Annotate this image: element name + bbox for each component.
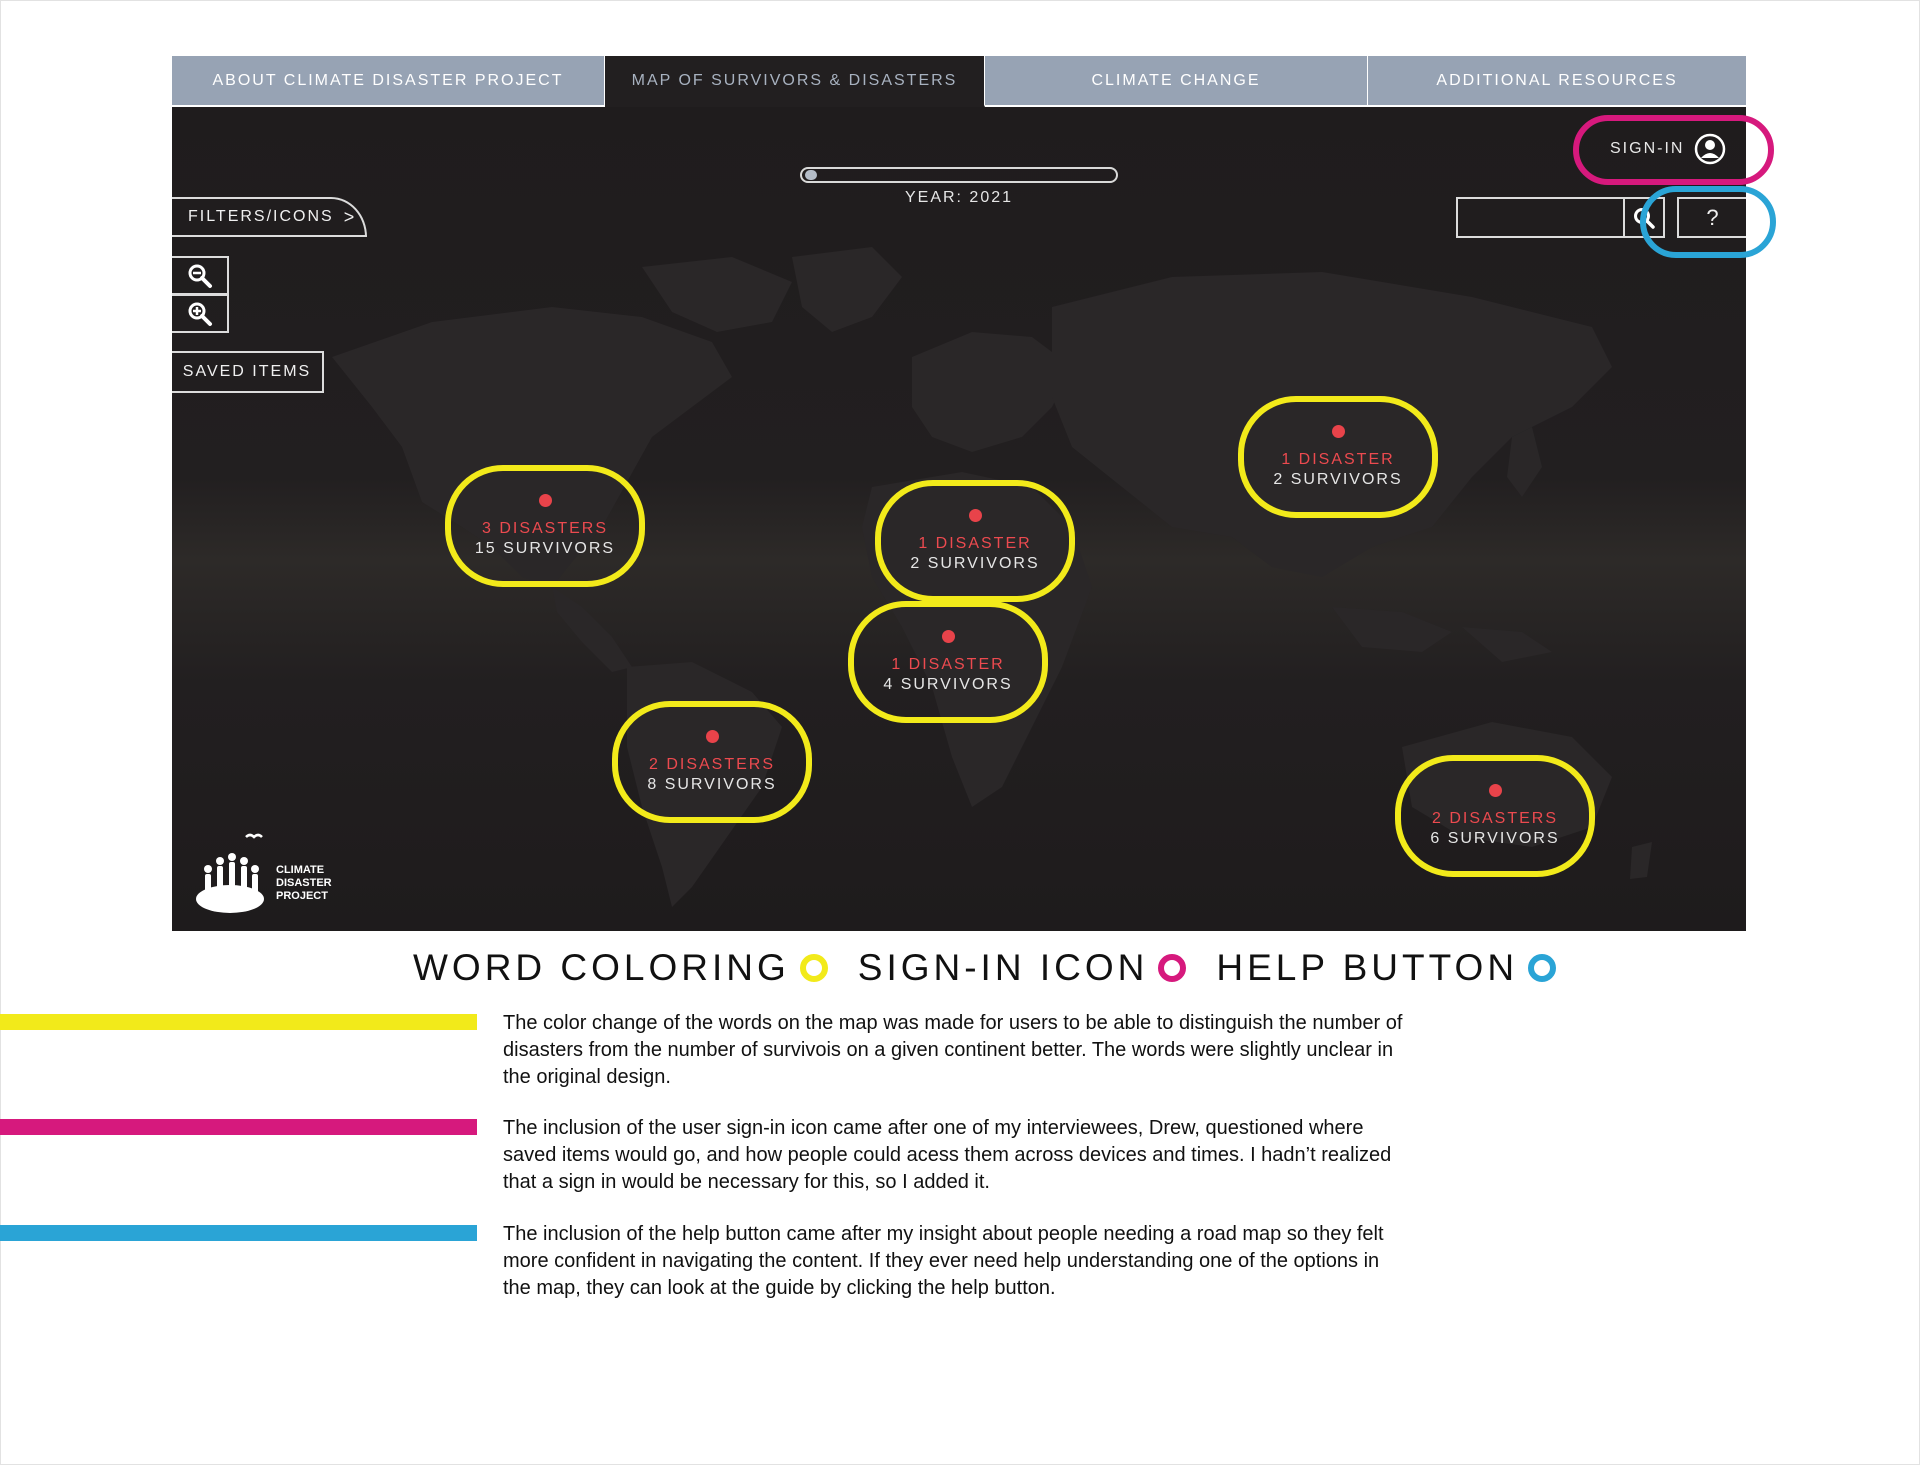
marker-disasters: 1 DISASTER	[918, 534, 1032, 552]
location-dot-icon	[1489, 784, 1502, 797]
marker-disasters: 1 DISASTER	[1281, 450, 1395, 468]
chevron-right-icon: >	[343, 206, 357, 227]
map-marker-australia[interactable]	[1395, 755, 1595, 877]
sign-in-highlight-ring	[1573, 115, 1774, 185]
pink-circle-icon	[1158, 954, 1186, 982]
marker-disasters: 2 DISASTERS	[648, 755, 776, 773]
marker-disasters: 2 DISASTERS	[1431, 809, 1559, 827]
pink-stripe	[0, 1119, 477, 1135]
location-dot-icon	[1332, 425, 1345, 438]
zoom-in-button[interactable]	[172, 294, 229, 333]
map-marker-europe[interactable]	[875, 480, 1075, 602]
filters-label: FILTERS/ICONS	[188, 208, 334, 225]
tab-about[interactable]: ABOUT CLIMATE DISASTER PROJECT	[172, 56, 605, 107]
location-dot-icon	[942, 630, 955, 643]
marker-survivors: 2 SURVIVORS	[910, 554, 1040, 572]
map-marker-africa[interactable]	[848, 601, 1048, 723]
climate-disaster-project-logo	[194, 831, 332, 915]
tab-climate-change[interactable]: CLIMATE CHANGE	[985, 56, 1368, 107]
blue-circle-icon	[1528, 954, 1556, 982]
filters-icons-button[interactable]	[172, 197, 367, 237]
search-input[interactable]	[1456, 197, 1624, 238]
note-word-coloring: The color change of the words on the map was made for users to be able to distinguish the number of disasters from the number of survivois on a given continent better. The words were slightly unclear in the original design.	[503, 1012, 1403, 1088]
map-marker-asia[interactable]	[1238, 396, 1438, 518]
tab-additional-resources[interactable]: ADDITIONAL RESOURCES	[1368, 56, 1746, 107]
yellow-stripe	[0, 1014, 477, 1030]
year-slider-handle[interactable]	[805, 170, 817, 180]
note-help-button: The inclusion of the help button came after my insight about people needing a road map so they felt more confident in navigating the content. If they ever need help understanding one of the options in the map, they can look at the guide by clicking the help button.	[503, 1223, 1384, 1299]
legend-word-coloring: WORD COLORING	[413, 947, 858, 989]
nav-tabs	[172, 56, 1746, 107]
map-marker-north-america[interactable]	[445, 465, 645, 587]
year-slider[interactable]	[800, 167, 1118, 183]
blue-stripe	[0, 1225, 477, 1241]
yellow-circle-icon	[800, 954, 828, 982]
tab-map[interactable]: MAP OF SURVIVORS & DISASTERS	[605, 56, 985, 107]
marker-survivors: 15 SURVIVORS	[474, 539, 616, 557]
zoom-in-icon	[187, 301, 213, 327]
sign-in-label: SIGN-IN	[1610, 140, 1685, 157]
logo-icon	[194, 831, 270, 915]
zoom-out-button[interactable]	[172, 256, 229, 295]
zoom-out-icon	[187, 263, 213, 289]
location-dot-icon	[539, 494, 552, 507]
location-dot-icon	[706, 730, 719, 743]
location-dot-icon	[969, 509, 982, 522]
year-label: YEAR: 2021	[904, 189, 1014, 206]
map-marker-south-america[interactable]	[612, 701, 812, 823]
marker-survivors: 4 SURVIVORS	[883, 675, 1013, 693]
marker-survivors: 8 SURVIVORS	[647, 775, 777, 793]
help-button[interactable]: ?	[1677, 197, 1746, 238]
marker-disasters: 1 DISASTER	[891, 655, 1005, 673]
logo-text: CLIMATE DISASTER PROJECT	[276, 864, 332, 902]
note-signin-icon: The inclusion of the user sign-in icon came after one of my interviewees, Drew, questioned where saved items would go, and how people could acess them across devices and times. I hadn’t realized that a sign in would be necessary for this, so I added it.	[503, 1117, 1392, 1193]
legend-signin-icon: SIGN-IN ICON	[858, 947, 1217, 989]
marker-survivors: 2 SURVIVORS	[1273, 470, 1403, 488]
legend-help-button: HELP BUTTON	[1216, 947, 1556, 989]
marker-disasters: 3 DISASTERS	[481, 519, 609, 537]
legend	[413, 948, 1556, 988]
world-map[interactable]	[172, 107, 1746, 931]
marker-survivors: 6 SURVIVORS	[1430, 829, 1560, 847]
saved-items-button[interactable]: SAVED ITEMS	[172, 351, 324, 393]
help-highlight-ring	[1640, 186, 1776, 258]
